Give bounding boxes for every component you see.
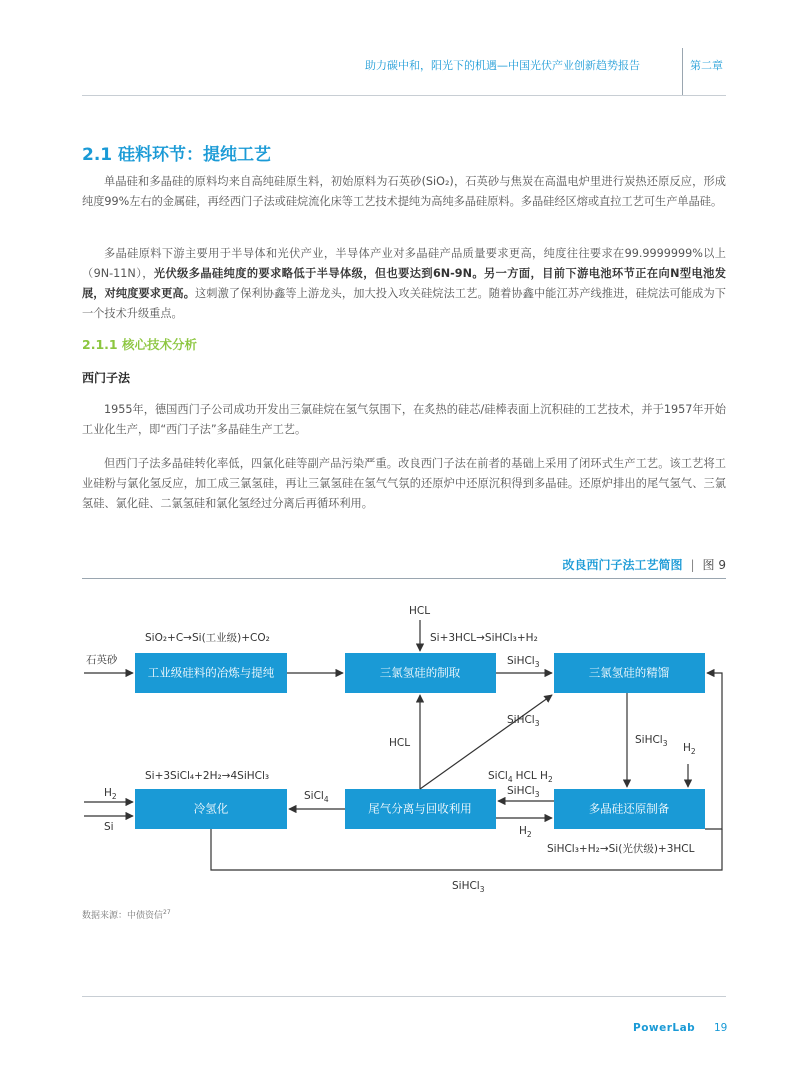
paragraph-3: 1955年，德国西门子公司成功开发出三氯硅烷在氢气氛围下，在炙热的硅芯/硅棒表面上沉积硅的工艺技术，并于1957年开始工业化生产，即“西门子法”多晶硅生产工艺。 [82, 403, 726, 436]
caption-separator: | [690, 558, 695, 572]
paragraph-2-bold: 光伏级多晶硅纯度的要求略低于半导体级，但也要达到6N-9N。另一方面，目前下游电池环节正在向N型电池发展，对纯度要求更高。 [82, 267, 726, 300]
label-hcl-top: HCL [409, 605, 431, 617]
label-sihcl3-c: SiHCl$_3$ [635, 734, 668, 748]
process-diagram [82, 596, 726, 896]
svg-text:冷氢化: 冷氢化 [193, 801, 229, 816]
data-source-text: 数据来源：中债资信 [82, 911, 164, 921]
report-title: 助力碳中和，阳光下的机遇—中国光伏产业创新趋势报告 [365, 59, 640, 72]
equation-4: SiHCl₃+H₂→Si(光伏级)+3HCL [547, 843, 695, 855]
svg-text:工业级硅料的冶炼与提纯: 工业级硅料的冶炼与提纯 [147, 665, 275, 680]
chapter-label: 第二章 [690, 59, 723, 72]
header-divider [682, 48, 683, 96]
footer-brand: PowerLab [633, 1022, 696, 1034]
equation-3: Si+3SiCl₄+2H₂→4SiHCl₃ [145, 770, 270, 782]
data-source-note: 27 [163, 909, 171, 916]
label-h2-left: $H_2$ [104, 787, 117, 801]
label-si-left: Si [104, 821, 114, 833]
label-gas-mix: SiCl$_4$ HCL $H_2$ [488, 770, 553, 784]
paragraph-2-part-c: 这刺激了保利协鑫等上游龙头，加大投入攻关硅烷法工艺。随着协鑫中能江苏产线推进，硅烷法可能成为下一个技术升级重点。 [82, 287, 726, 320]
box-tcs-make [345, 653, 496, 693]
svg-text:三氯氢硅的制取: 三氯氢硅的制取 [379, 665, 461, 680]
equation-1: SiO₂+C→Si(工业级)+CO₂ [145, 632, 270, 644]
svg-text:三氯氢硅的精馏: 三氯氢硅的精馏 [588, 665, 670, 680]
box-hydro [135, 789, 287, 829]
svg-text:多晶硅还原制备: 多晶硅还原制备 [588, 801, 670, 816]
figure-title: 改良西门子法工艺简图 [562, 558, 683, 572]
figure-caption [562, 556, 726, 573]
paragraph-1: 单晶硅和多晶硅的原料均来自高纯硅原生料，初始原料为石英砂(SiO₂)，石英砂与焦炭在高温电炉里进行炭热还原反应，形成纯度99%左右的金属硅，再经西门子法或硅烷流化床等工艺技术提纯为高纯多晶硅原料。多晶硅经区熔或直拉工艺可生产单晶硅。 [82, 175, 726, 208]
box-tcs-distill [554, 653, 705, 693]
paragraph-2 [82, 244, 726, 324]
page-number: 19 [714, 1022, 728, 1034]
header-rule [82, 95, 726, 96]
label-sihcl3-a: SiHCl$_3$ [507, 655, 540, 669]
paragraph-2-part-a: 多晶硅原料下游主要用于半导体和光伏产业，半导体产业对多晶硅产品质量要求更高，纯度往往要求在99.9999999%以上（9N-11N）， [82, 247, 726, 280]
label-hcl-mid: HCL [389, 737, 411, 749]
label-quartz: 石英砂 [86, 654, 118, 666]
box-tail [345, 789, 496, 829]
label-h2-bottom: $H_2$ [519, 825, 532, 839]
box-reduce [554, 789, 705, 829]
section-title: 2.1 硅料环节：提纯工艺 [82, 145, 272, 165]
box-smelt [135, 653, 287, 693]
label-sihcl3-b: SiHCl$_3$ [507, 714, 540, 728]
label-h2-right: $H_2$ [683, 742, 696, 756]
svg-text:尾气分离与回收利用: 尾气分离与回收利用 [368, 801, 472, 816]
label-sihcl3-d: SiHCl$_3$ [507, 785, 540, 799]
subsection-title: 2.1.1 核心技术分析 [82, 337, 197, 352]
figure-number: 图 9 [702, 558, 726, 572]
figure-rule [82, 578, 726, 579]
footer-rule [82, 996, 726, 997]
equation-2: Si+3HCL→SiHCl₃+H₂ [430, 632, 538, 644]
data-source [82, 908, 171, 921]
label-sihcl3-bottom: SiHCl$_3$ [452, 880, 485, 894]
subsection-heading: 西门子法 [82, 371, 131, 385]
paragraph-4: 但西门子法多晶硅转化率低，四氯化硅等副产品污染严重。改良西门子法在前者的基础上采用了闭环式生产工艺。该工艺将工业硅粉与氯化氢反应，加工成三氯氢硅，再让三氯氢硅在氢气气氛的还原炉中还原沉积得到多晶硅。还原炉排出的尾气氢气、三氯氢硅、氯化硅、二氯氢硅和氯化氢经过分离后再循环利用。 [82, 457, 726, 510]
label-sicl4: SiCl$_4$ [304, 790, 329, 804]
